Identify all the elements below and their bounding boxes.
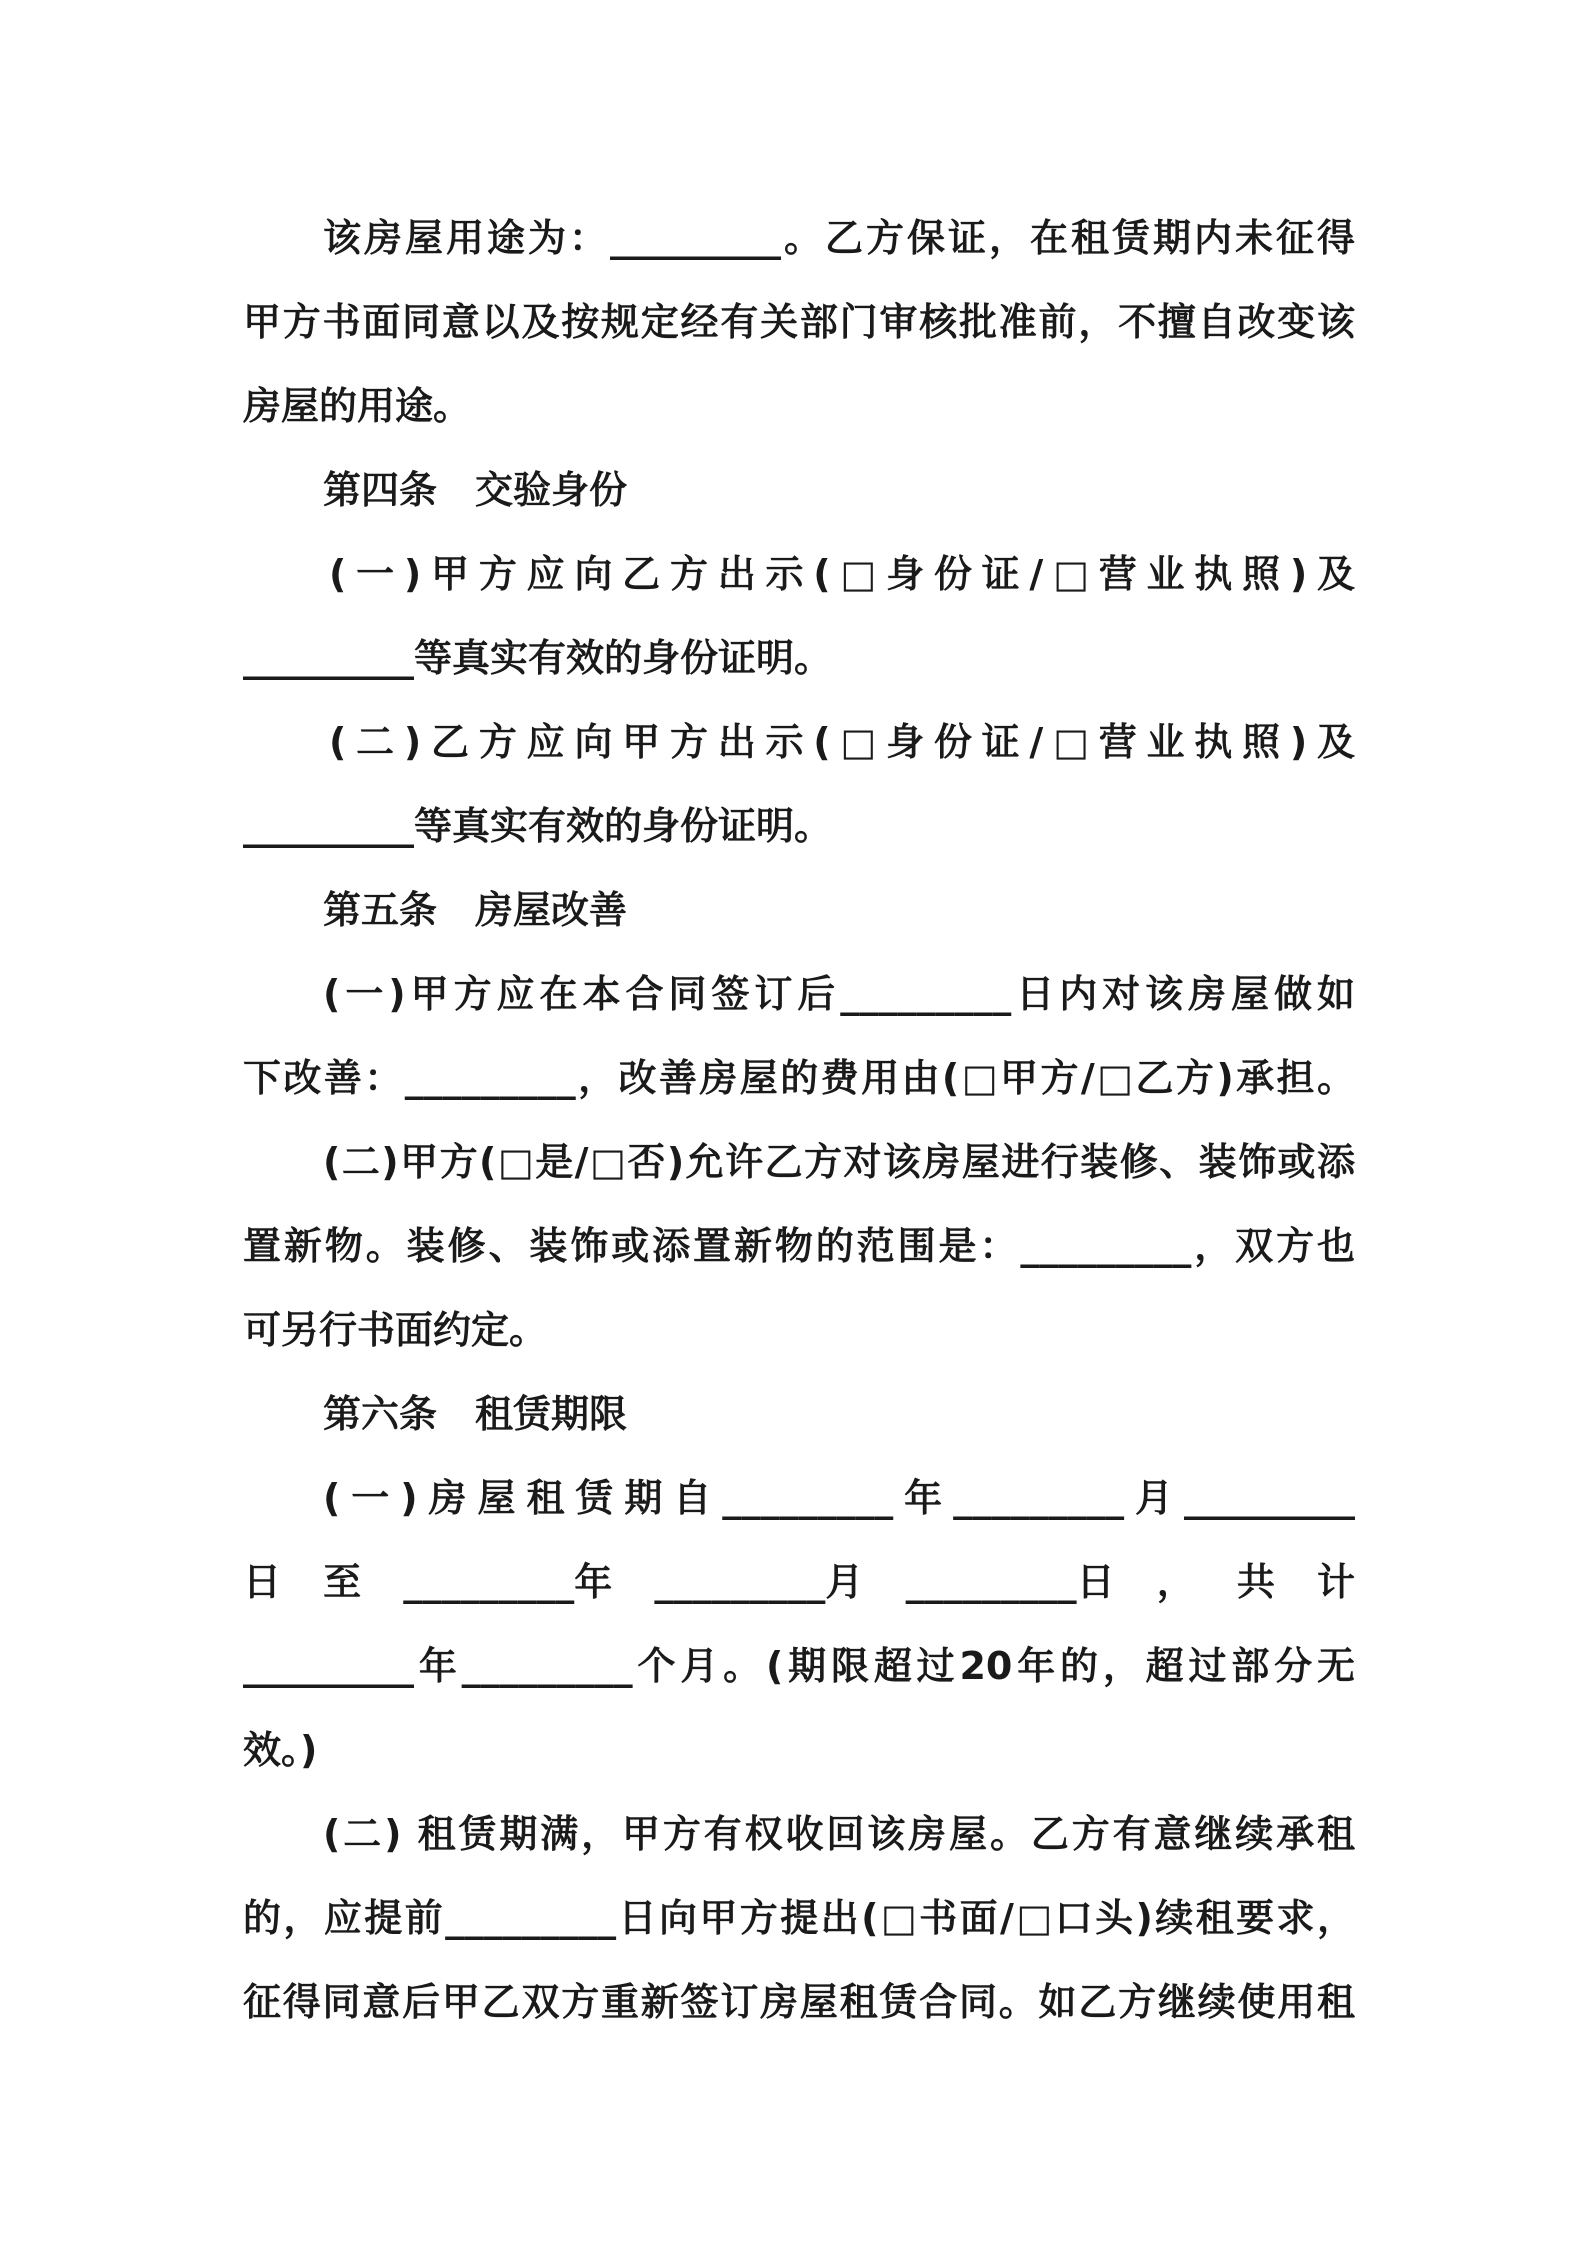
spread-token: 共 bbox=[1236, 1560, 1275, 1604]
paragraph-line: 房屋的用途。 bbox=[243, 384, 472, 428]
paragraph-line: 置新物。装修、装饰或添置新物的范围是：_________，双方也 bbox=[243, 1224, 1355, 1268]
paragraph-line-spread bbox=[243, 1540, 1355, 1624]
paragraph-line: 征得同意后甲乙双方重新签订房屋租赁合同。如乙方继续使用租 bbox=[243, 1980, 1355, 2024]
paragraph-line: _________等真实有效的身份证明。 bbox=[243, 636, 833, 680]
contract-body bbox=[243, 196, 1355, 2044]
paragraph-line: (二)甲方(□是/□否)允许乙方对该房屋进行装修、装饰或添 bbox=[323, 1140, 1355, 1184]
spread-token: _________月 bbox=[654, 1560, 864, 1604]
spread-token: _________年 bbox=[403, 1560, 613, 1604]
paragraph-line: (一)甲方应向乙方出示(□身份证/□营业执照)及 bbox=[329, 552, 1355, 596]
paragraph-line: _________等真实有效的身份证明。 bbox=[243, 804, 833, 848]
paragraph-line: _________年_________个月。(期限超过20年的，超过部分无 bbox=[243, 1644, 1355, 1688]
paragraph-line: (一)甲方应在本合同签订后_________日内对该房屋做如 bbox=[323, 972, 1355, 1016]
paragraph-line: (二)乙方应向甲方出示(□身份证/□营业执照)及 bbox=[329, 720, 1355, 764]
article-heading: 第五条 房屋改善 bbox=[323, 888, 628, 932]
spread-token: 至 bbox=[323, 1560, 362, 1604]
paragraph-line: (二) 租赁期满，甲方有权收回该房屋。乙方有意继续承租 bbox=[323, 1812, 1355, 1856]
spread-token: 日 bbox=[243, 1560, 282, 1604]
paragraph-line: 甲方书面同意以及按规定经有关部门审核批准前，不擅自改变该 bbox=[243, 300, 1355, 344]
article-heading: 第六条 租赁期限 bbox=[323, 1392, 628, 1436]
spread-token: ， bbox=[1156, 1560, 1195, 1604]
paragraph-line: 效。) bbox=[243, 1728, 318, 1772]
paragraph-line: 下改善：_________，改善房屋的费用由(□甲方/□乙方)承担。 bbox=[243, 1056, 1355, 1100]
paragraph-line: 该房屋用途为：_________。乙方保证，在租赁期内未征得 bbox=[323, 216, 1355, 260]
paragraph-line: 可另行书面约定。 bbox=[243, 1308, 548, 1352]
spread-token: 计 bbox=[1316, 1560, 1355, 1604]
spread-token: _________日 bbox=[905, 1560, 1115, 1604]
paragraph-line: 的，应提前_________日向甲方提出(□书面/□口头)续租要求， bbox=[243, 1896, 1355, 1940]
paragraph-line: (一)房屋租赁期自_________年_________月_________ bbox=[323, 1476, 1355, 1520]
article-heading: 第四条 交验身份 bbox=[323, 468, 628, 512]
